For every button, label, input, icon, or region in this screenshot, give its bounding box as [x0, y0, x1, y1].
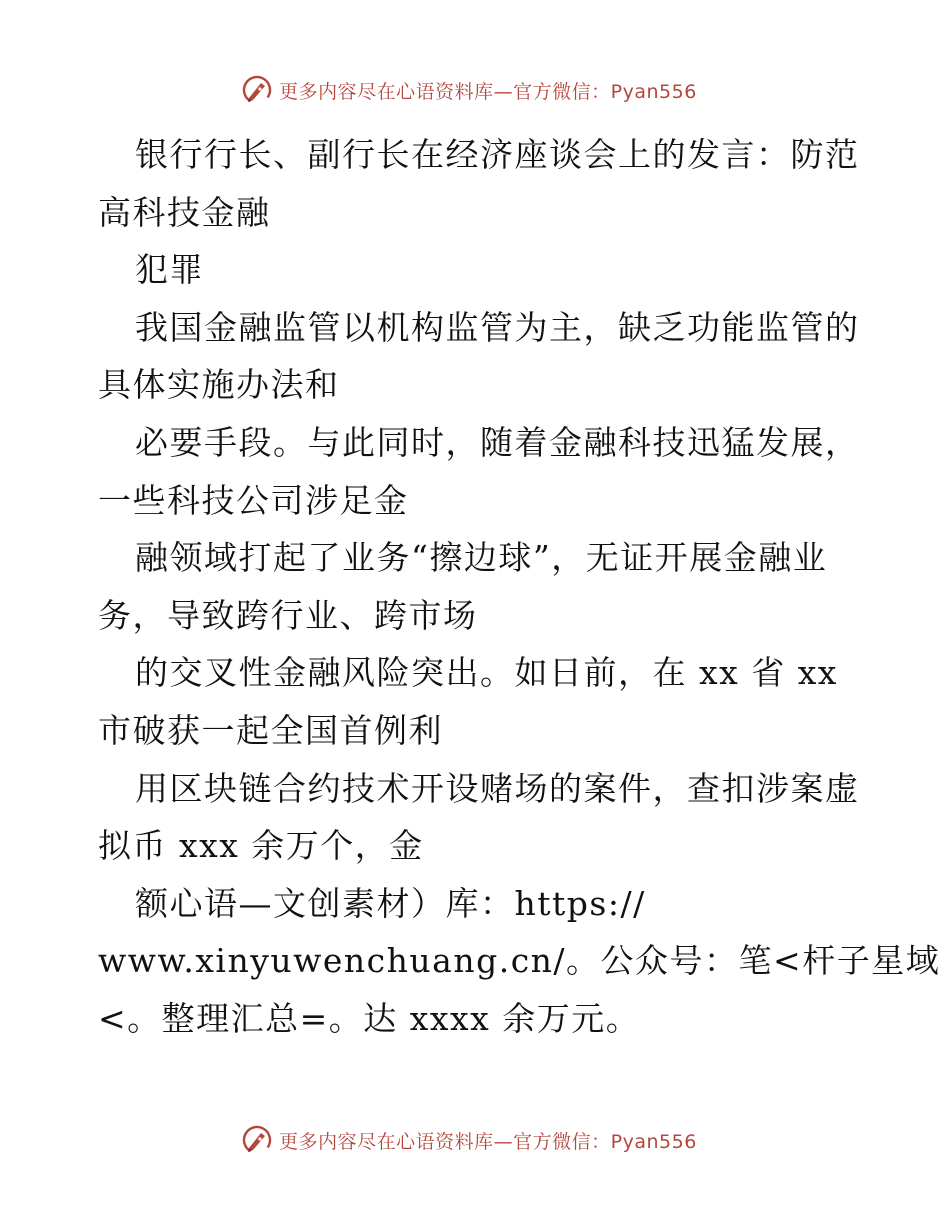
text-line: 高科技金融: [98, 192, 271, 232]
text-line: 务，导致跨行业、跨市场: [98, 595, 478, 635]
text-line: 融领域打起了业务“擦边球”，无证开展金融业: [135, 538, 828, 578]
text-line: 银行行长、副行长在经济座谈会上的发言：防范: [135, 135, 860, 174]
pen-logo-icon: [241, 1124, 273, 1156]
footer-banner-text: 更多内容尽在心语资料库—官方微信：Pyan556: [279, 1130, 697, 1153]
text-line: 用区块链合约技术开设赌场的案件，查扣涉案虚: [135, 768, 860, 808]
footer-banner: [0, 1122, 950, 1158]
document-body: [98, 126, 941, 1048]
text-line: 我国金融监管以机构监管为主，缺乏功能监管的: [135, 307, 860, 347]
header-banner-text: 更多内容尽在心语资料库—官方微信：Pyan556: [279, 80, 697, 103]
text-line: 拟币 xxx 余万个，金: [98, 826, 424, 866]
text-line: 一些科技公司涉足金: [98, 480, 409, 520]
text-line: www.xinyuwenchuang.cn/。公众号：笔<杆子星域: [98, 941, 941, 981]
text-line: 犯罪: [135, 250, 204, 290]
text-line: 的交叉性金融风险突出。如日前，在 xx 省 xx: [135, 653, 838, 693]
text-line: 市破获一起全国首例利: [98, 710, 443, 750]
text-line: 额心语—文创素材）库：https://: [135, 883, 646, 923]
header-banner-content: [241, 74, 697, 106]
footer-banner-content: [241, 1124, 697, 1156]
text-line: <。整理汇总=。达 xxxx 余万元。: [98, 998, 641, 1038]
header-banner: [0, 72, 950, 108]
text-line: 必要手段。与此同时，随着金融科技迅猛发展，: [135, 422, 860, 462]
pen-logo-icon: [241, 74, 273, 106]
text-line: 具体实施办法和: [98, 365, 340, 405]
